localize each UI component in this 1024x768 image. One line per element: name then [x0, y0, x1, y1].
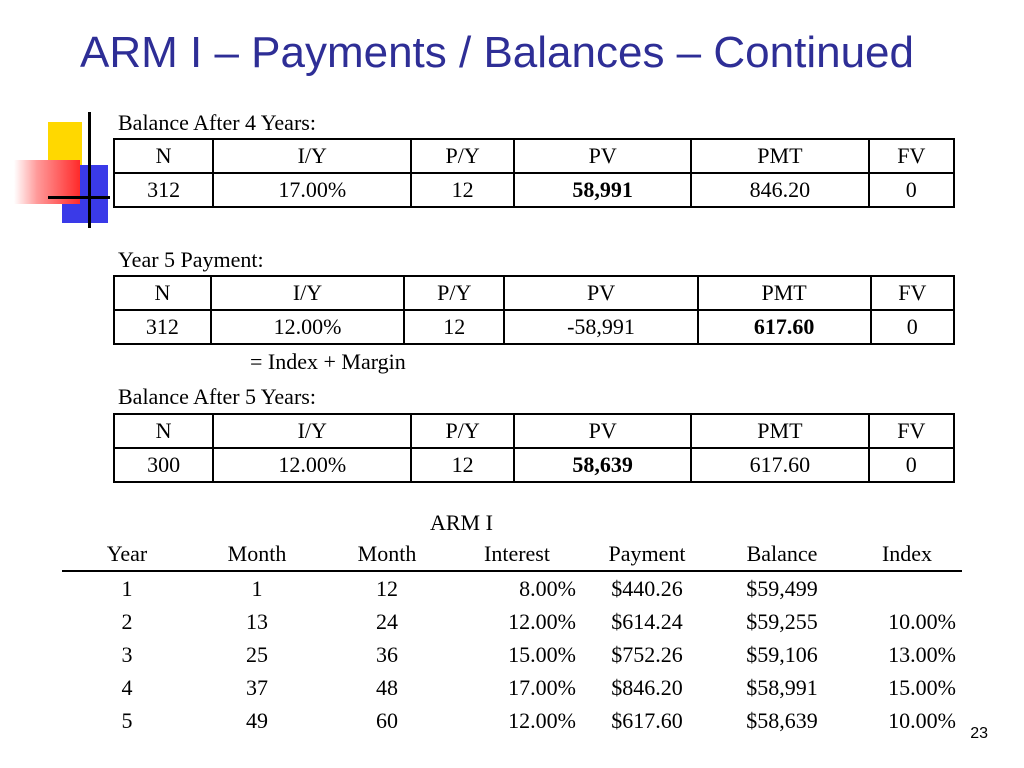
- column-header: Year: [62, 537, 192, 571]
- index-margin-note: = Index + Margin: [250, 349, 406, 374]
- header-cell: PV: [514, 414, 691, 448]
- balance-after-5-years-table: [113, 413, 955, 483]
- header-cell: PMT: [691, 414, 868, 448]
- value-cell: 17.00%: [213, 173, 411, 207]
- arm-schedule-table: [62, 537, 962, 737]
- table-header-row: [114, 139, 954, 173]
- column-header: Month: [192, 537, 322, 571]
- value-cell: 300: [114, 448, 213, 482]
- table-row: [114, 173, 954, 207]
- header-cell: FV: [869, 414, 954, 448]
- balance-cell: $59,499: [746, 575, 818, 601]
- index-cell: 13.00%: [888, 641, 956, 667]
- index-cell: 10.00%: [888, 608, 956, 634]
- header-cell: N: [114, 276, 211, 310]
- value-cell: 12.00%: [211, 310, 404, 344]
- start-month-cell: 37: [246, 674, 268, 700]
- header-cell: P/Y: [411, 414, 514, 448]
- table-header-row: [114, 276, 954, 310]
- value-cell-highlight: 58,639: [514, 448, 691, 482]
- column-header: Balance: [712, 537, 852, 571]
- end-month-cell: 12: [376, 575, 398, 601]
- value-cell: 12: [411, 448, 514, 482]
- value-cell: 12: [404, 310, 504, 344]
- table-row: [114, 310, 954, 344]
- balance-after-4-years-table: [113, 138, 955, 208]
- index-cell: 15.00%: [888, 674, 956, 700]
- payment-cell: $617.60: [611, 707, 683, 733]
- start-month-cell: 13: [246, 608, 268, 634]
- table-row: [62, 671, 962, 704]
- value-cell: 0: [869, 448, 954, 482]
- end-month-cell: 24: [376, 608, 398, 634]
- balance-after-5-years-label: Balance After 5 Years:: [118, 384, 316, 409]
- header-cell: N: [114, 139, 213, 173]
- payment-cell: $614.24: [611, 608, 683, 634]
- table-row: [62, 638, 962, 671]
- column-header: Interest: [452, 537, 582, 571]
- header-cell: N: [114, 414, 213, 448]
- table-row: [62, 704, 962, 737]
- header-cell: PV: [514, 139, 691, 173]
- header-cell: I/Y: [211, 276, 404, 310]
- payment-cell: $752.26: [611, 641, 683, 667]
- table-header-row: [114, 414, 954, 448]
- year-cell: 3: [121, 641, 133, 667]
- end-month-cell: 36: [376, 641, 398, 667]
- start-month-cell: 49: [246, 707, 268, 733]
- table-row: [62, 571, 962, 605]
- header-cell: P/Y: [404, 276, 504, 310]
- header-cell: I/Y: [213, 414, 411, 448]
- year-cell: 4: [121, 674, 133, 700]
- value-cell: 12.00%: [213, 448, 411, 482]
- page-number: 23: [970, 725, 988, 742]
- year-5-payment-label: Year 5 Payment:: [118, 247, 264, 272]
- start-month-cell: 25: [246, 641, 268, 667]
- header-cell: PMT: [691, 139, 868, 173]
- header-cell: PV: [504, 276, 697, 310]
- interest-cell: 17.00%: [508, 674, 576, 700]
- end-month-cell: 48: [376, 674, 398, 700]
- index-cell: 10.00%: [888, 707, 956, 733]
- balance-cell: $58,991: [746, 674, 818, 700]
- value-cell: 12: [411, 173, 514, 207]
- balance-cell: $58,639: [746, 707, 818, 733]
- interest-cell: 12.00%: [508, 608, 576, 634]
- value-cell: 617.60: [691, 448, 868, 482]
- index-cell: [852, 571, 962, 605]
- payment-cell: $846.20: [611, 674, 683, 700]
- table-row: [62, 605, 962, 638]
- arm-table-caption: ARM I: [430, 510, 493, 535]
- year-cell: 2: [121, 608, 133, 634]
- balance-cell: $59,106: [746, 641, 818, 667]
- year-cell: 5: [121, 707, 133, 733]
- year-cell: 1: [121, 575, 133, 601]
- column-header: Index: [852, 537, 962, 571]
- interest-cell: 15.00%: [508, 641, 576, 667]
- year-5-payment-table: [113, 275, 955, 345]
- column-header: Month: [322, 537, 452, 571]
- value-cell: 846.20: [691, 173, 868, 207]
- balance-after-4-years-label: Balance After 4 Years:: [118, 110, 316, 135]
- payment-cell: $440.26: [611, 575, 683, 601]
- interest-cell: 12.00%: [508, 707, 576, 733]
- value-cell-highlight: 617.60: [698, 310, 871, 344]
- header-cell: FV: [869, 139, 954, 173]
- value-cell: 312: [114, 310, 211, 344]
- header-cell: PMT: [698, 276, 871, 310]
- header-cell: P/Y: [411, 139, 514, 173]
- value-cell: -58,991: [504, 310, 697, 344]
- column-header: Payment: [582, 537, 712, 571]
- arm-header-row: [62, 537, 962, 571]
- end-month-cell: 60: [376, 707, 398, 733]
- header-cell: FV: [871, 276, 954, 310]
- value-cell: 0: [869, 173, 954, 207]
- start-month-cell: 1: [251, 575, 263, 601]
- interest-cell: 8.00%: [519, 575, 576, 601]
- header-cell: I/Y: [213, 139, 411, 173]
- table-row: [114, 448, 954, 482]
- value-cell-highlight: 58,991: [514, 173, 691, 207]
- slide-title: ARM I – Payments / Balances – Continued: [80, 28, 914, 77]
- value-cell: 0: [871, 310, 954, 344]
- value-cell: 312: [114, 173, 213, 207]
- balance-cell: $59,255: [746, 608, 818, 634]
